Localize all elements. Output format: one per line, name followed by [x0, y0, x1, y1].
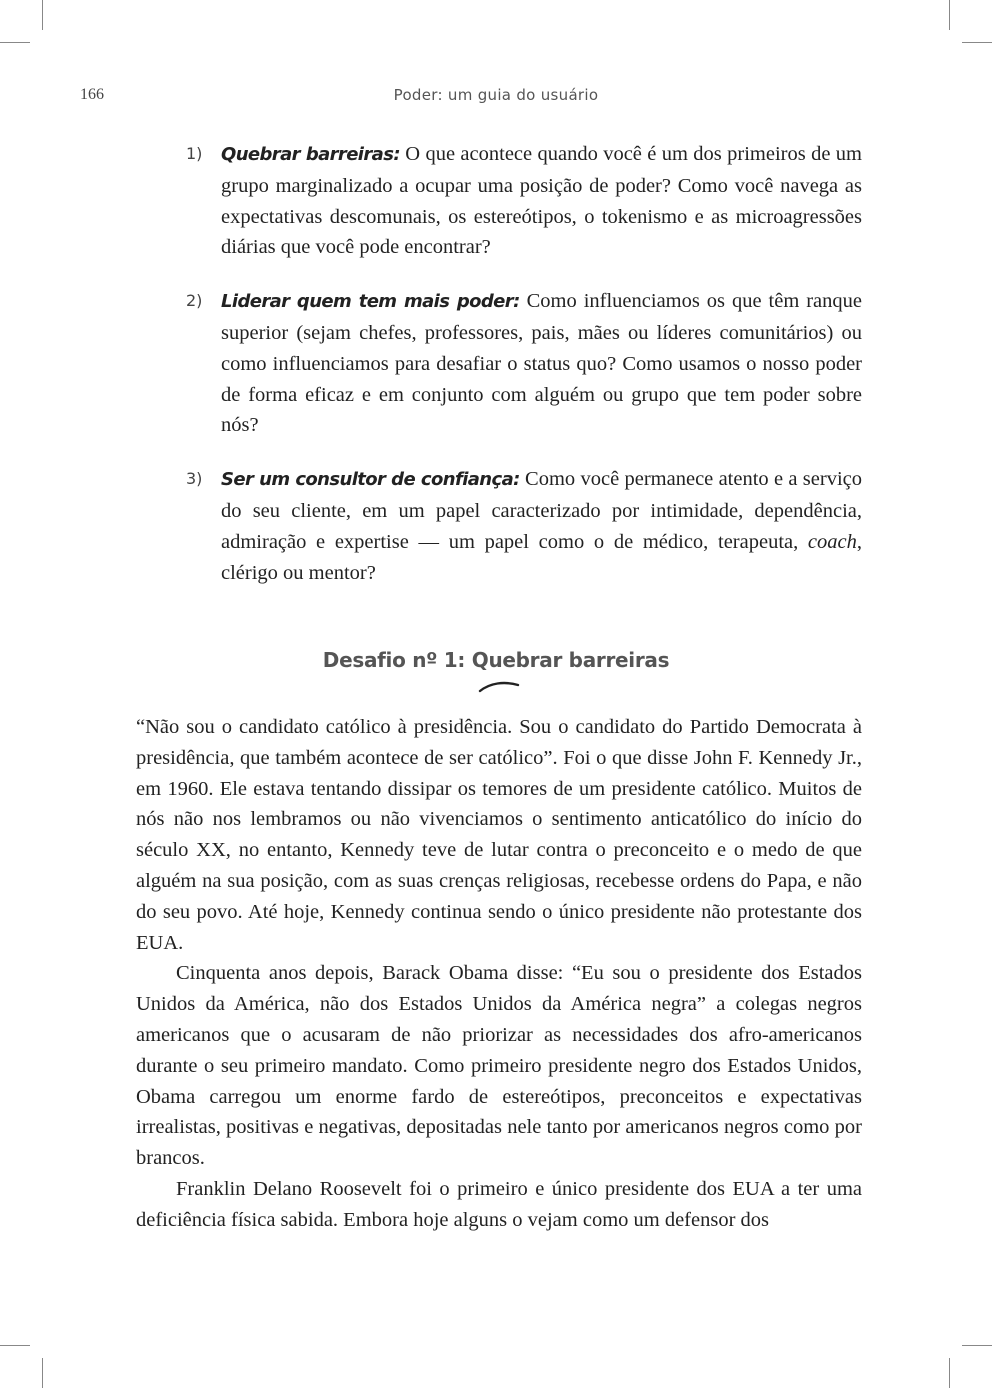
list-item-number: 1) [186, 144, 203, 163]
crop-mark [42, 1358, 43, 1388]
list-item-number: 3) [186, 469, 203, 489]
paragraph: “Não sou o candidato católico à presidência. Sou o candidato do Partido Democrata à presidência, que também acontece de ser católico”. Foi o que disse John F. Kennedy Jr., em 1960. Ele estava tentando dissipar os temores de um presidente católico. Muitos de nós não nos lembramos ou não vivenciamos o sentimento anticatólico do início do século XX, no entanto, Kennedy teve de lutar contra o preconceito e o medo de que alguém na sua posição, com as suas crenças religiosas, recebesse ordens do Papa, e não do seu povo. Até hoje, Kennedy continua sendo o único presidente não protestante dos EUA. [136, 716, 862, 954]
page-number: 166 [80, 86, 104, 103]
list-item-lead: Quebrar barreiras: [221, 144, 400, 165]
crop-mark [42, 0, 43, 30]
crop-mark [962, 1345, 992, 1346]
list-item [186, 464, 862, 588]
list-item-italic: coach [807, 530, 857, 553]
list-item-text-end: , clérigo ou mentor? [221, 530, 862, 584]
list-item-text: Como você permanece atento e a serviço do seu cliente, em um papel caracterizado por intimidade, dependência, admiração e expertise — um papel como o de médico, terapeuta, [221, 468, 862, 553]
list-item [186, 286, 862, 441]
paragraph: Franklin Delano Roosevelt foi o primeiro e único presidente dos EUA a ter uma deficiência física sabida. Embora hoje alguns o vejam como um defensor dos [136, 1177, 862, 1231]
body-text [136, 712, 862, 1236]
list-item-lead: Liderar quem tem mais poder: [221, 291, 520, 313]
crop-mark [949, 1358, 950, 1388]
swash-ornament [478, 680, 522, 694]
list-item [186, 139, 862, 263]
list-item-text: Como influenciamos os que têm ranque superior (sejam chefes, professores, pais, mães ou líderes comunitários) ou como influenciamos para desafiar o status quo? Como usamos o nosso poder de forma eficaz e em conjunto com alguém ou grupo que tem poder sobre nós? [221, 290, 863, 437]
paragraph: Cinquenta anos depois, Barack Obama disse: “Eu sou o presidente dos Estados Unidos da América, não dos Estados Unidos da América negra” a colegas negros americanos que o acusaram de não priorizar as necessidades dos afro-americanos durante o seu primeiro mandato. Como primeiro presidente negro dos Estados Unidos, Obama carregou um enorme fardo de estereótipos, preconceitos e expectativas irrealistas, positivas e negativas, depositadas nele tanto por americanos negros como por brancos. [136, 962, 862, 1170]
running-head [0, 86, 992, 108]
numbered-list [186, 139, 862, 588]
list-item-text: O que acontece quando você é um dos primeiros de um grupo marginalizado a ocupar uma posição de poder? Como você navega as expectativas descomunais, os estereótipos, o tokenismo e as microagressões diárias que você pode encontrar? [221, 143, 862, 259]
crop-mark [0, 42, 30, 43]
crop-mark [0, 1345, 30, 1346]
book-title: Poder: um guia do usuário [393, 86, 599, 104]
list-item-number: 2) [186, 291, 203, 311]
crop-mark [962, 42, 992, 43]
crop-mark [949, 0, 950, 30]
section-title: Desafio nº 1: Quebrar barreiras [322, 648, 670, 672]
list-item-lead: Ser um consultor de confiança: [221, 469, 520, 491]
